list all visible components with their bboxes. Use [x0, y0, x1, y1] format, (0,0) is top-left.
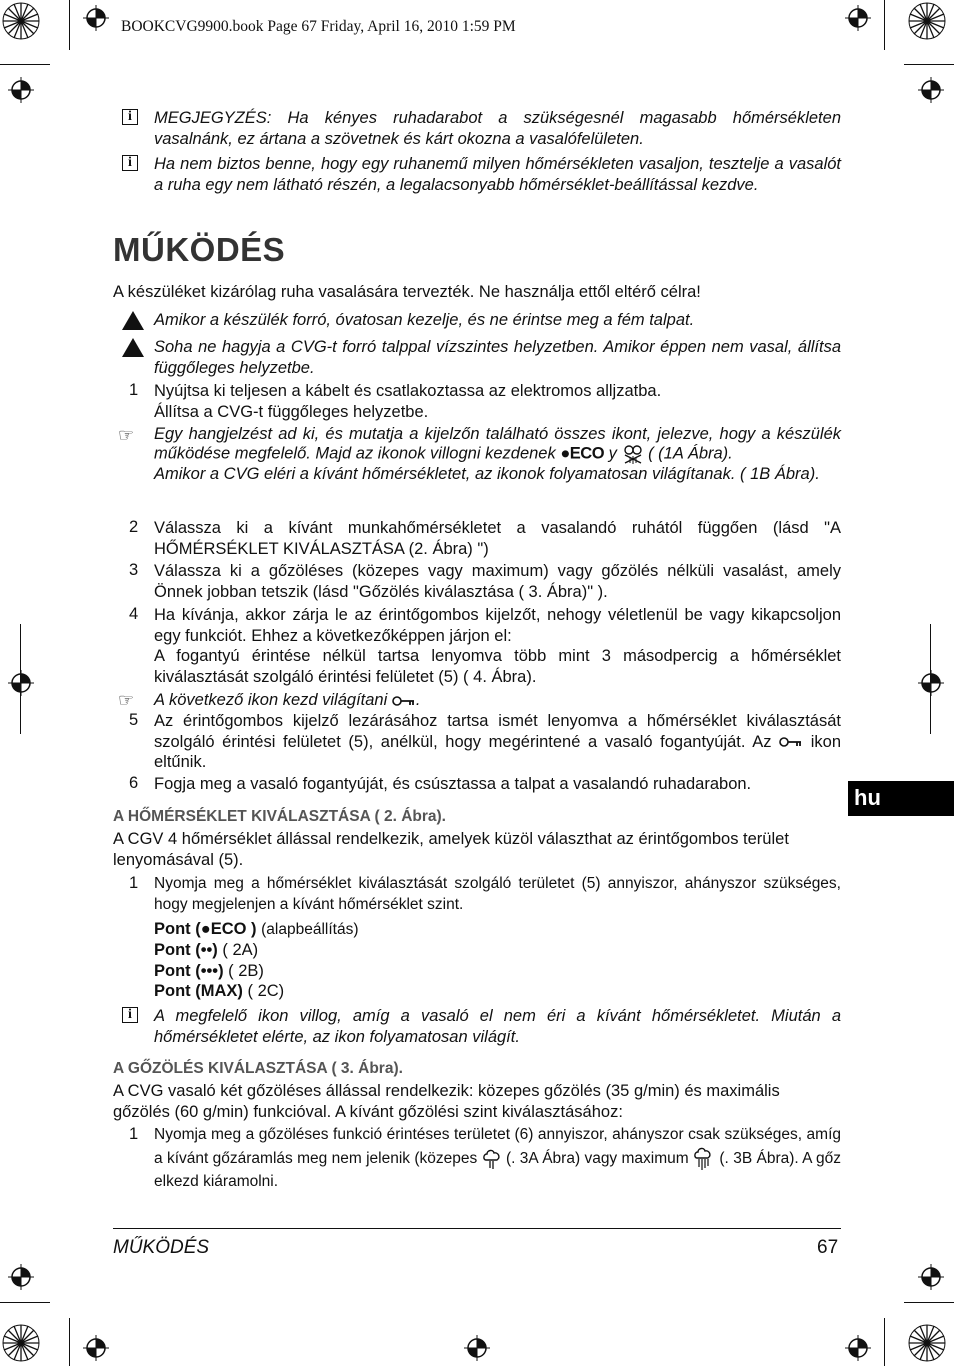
note-block: [113, 154, 841, 195]
hand-note-text: Egy hangjelzést ad ki, és mutatja a kijelzőn található összes ikont, jelezve, hogy a készülék működése megfelelő. Majd az ikonok villogni kezdenek ●ECO y ( (1A Ábra).: [154, 425, 841, 465]
eco-icon: ●ECO: [560, 444, 605, 463]
step-number: 1: [129, 381, 139, 399]
warning-block: [113, 337, 841, 378]
starburst-mark-top-right: [908, 2, 946, 40]
note-text: MEGJEGYZÉS: Ha kényes ruhadarabot a szükségesnél magasabb hőmérsékleten vasalnánk, ez ártana a szövetnek és kárt okozna a vasalófelületen.: [154, 109, 841, 148]
step-number: 3: [129, 561, 139, 579]
temp-level-item: Pont (MAX) ( 2C): [154, 982, 285, 1000]
registration-mark: [918, 670, 944, 696]
trim-line: [930, 624, 931, 734]
note-block: [113, 1006, 841, 1047]
trim-line: [0, 1302, 50, 1303]
step-number: 2: [129, 518, 139, 536]
warning-icon: [122, 338, 144, 357]
key-icon: [779, 736, 803, 748]
step-text: Fogja meg a vasaló fogantyúját, és csúsztassa a talpat a vasalandó ruhadarabon.: [154, 775, 752, 793]
step-item: [113, 518, 841, 559]
info-icon: i: [122, 109, 138, 125]
hand-note-text: Amikor a CVG eléri a kívánt hőmérsékletet, az ikonok folyamatosan világítanak. ( 1B Ábra).: [154, 465, 820, 483]
step-text: Válassza ki a kívánt munkahőmérsékletet a vasalandó ruhától függően (lásd "A HŐMÉRSÉKLET KIVÁLASZTÁSA (2. Ábra) "): [154, 519, 841, 558]
step-number: 6: [129, 774, 139, 792]
registration-mark: [8, 1264, 34, 1290]
trim-line: [20, 624, 21, 734]
trim-line: [904, 64, 954, 65]
language-tab: hu: [848, 781, 954, 816]
steam-medium-icon: [482, 1148, 502, 1170]
trim-line: [69, 1318, 70, 1366]
starburst-mark-bottom-left: [2, 1324, 40, 1362]
starburst-mark-bottom-right: [908, 1324, 946, 1362]
trim-line: [884, 0, 885, 50]
anti-calc-icon: [622, 443, 644, 465]
footer-rule: [113, 1228, 841, 1229]
registration-mark: [845, 5, 871, 31]
step-item: [113, 605, 841, 687]
step-text: A fogantyú érintése nélkül tartsa lenyomva több mint 3 másodpercig a hőmérséklet kiválasztását szolgáló érintési felületet (5) ( 4. Ábra).: [154, 647, 841, 686]
temp-level-item: Pont (••) ( 2A): [154, 941, 259, 959]
registration-mark: [918, 77, 944, 103]
info-icon: i: [122, 155, 138, 171]
hand-note-text: A következő ikon kezd világítani .: [154, 691, 421, 709]
registration-mark: [83, 1335, 109, 1361]
step-item: [113, 1125, 841, 1192]
step-number: 1: [129, 874, 139, 892]
key-icon: [392, 695, 416, 707]
warning-text: Soha ne hagyja a CVG-t forró talppal vízszintes helyzetben. Amikor éppen nem vasal, állítsa függőleges helyzetbe.: [154, 338, 841, 377]
trim-line: [904, 1302, 954, 1303]
trim-line: [69, 0, 70, 50]
note-block: [113, 108, 841, 149]
step-text: Nyomja meg a hőmérséklet kiválasztását szolgáló területet (5) annyiszor, ahányszor szükséges, hogy megjelenjen a kívánt hőmérséklet szint.: [154, 875, 841, 913]
registration-mark: [83, 5, 109, 31]
note-text: Ha nem biztos benne, hogy egy ruhanemű milyen hőmérsékleten vasaljon, tesztelje a vasalót a ruha egy nem látható részén, a legalacsonyabb hőmérséklet-beállítással kezdve.: [154, 155, 841, 194]
registration-mark: [845, 1335, 871, 1361]
step-item: [113, 561, 841, 602]
section-heading: A GŐZÖLÉS KIVÁLASZTÁSA ( 3. Ábra).: [113, 1060, 403, 1077]
registration-mark: [8, 670, 34, 696]
book-header: BOOKCVG9900.book Page 67 Friday, April 16, 2010 1:59 PM: [121, 18, 516, 35]
intro-text: A készüléket kizárólag ruha vasalására tervezték. Ne használja ettől eltérő célra!: [113, 283, 701, 301]
section-paragraph: A CVG vasaló két gőzöléses állással rendelkezik: közepes gőzölés (35 g/min) és maximális gőzölés (60 g/min) funkcióval. A kívánt gőzölési szint kiválasztásához:: [113, 1082, 780, 1121]
step-text: Nyújtsa ki teljesen a kábelt és csatlakoztassa az elektromos alljzatba.: [154, 382, 662, 400]
warning-icon: [122, 311, 144, 330]
warning-text: Amikor a készülék forró, óvatosan kezelje, és ne érintse meg a fém talpat.: [154, 311, 695, 329]
step-text: Nyomja meg a gőzöléses funkció érintéses területet (6) annyiszor, ahányszor csak szükséges, amíg a kívánt gőzáramlás meg nem jelenik (közepes (. 3A Ábra) vagy maximum (. 3B Ábra). A gőz elkezd kiáramolni.: [154, 1126, 841, 1190]
note-text: A megfelelő ikon villog, amíg a vasaló el nem éri a kívánt hőmérsékletet. Miután a hőmérsékletet elérte, az ikon folyamatosan világít.: [154, 1007, 841, 1046]
info-icon: i: [122, 1007, 138, 1023]
pointing-hand-icon: ☞: [118, 690, 135, 710]
trim-line: [0, 64, 50, 65]
step-item: [113, 711, 841, 773]
page-title: MŰKÖDÉS: [113, 231, 286, 268]
step-number: 1: [129, 1125, 139, 1143]
steam-max-icon: [693, 1146, 715, 1172]
step-item: [113, 381, 841, 422]
step-text: Ha kívánja, akkor zárja le az érintőgombos kijelzőt, nehogy véletlenül be vagy kikapcsoljon egy funkciót. Ehhez a következőképpen járjon el:: [154, 606, 841, 645]
page-number: 67: [817, 1237, 839, 1258]
step-text: Válassza ki a gőzöléses (közepes vagy maximum) vagy gőzölés nélküli vasalást, amely Önnek jobban tetszik (lásd "Gőzölés kiválasztása ( 3. Ábra)" ).: [154, 562, 841, 601]
temp-level-item: Pont (•••) ( 2B): [154, 962, 264, 980]
step-text: Állítsa a CVG-t függőleges helyzetbe.: [154, 402, 429, 421]
step-number: 4: [129, 605, 139, 623]
hand-note-block: [113, 690, 841, 711]
trim-line: [884, 1318, 885, 1366]
step-text: Az érintőgombos kijelző lezárásához tartsa ismét lenyomva a hőmérséklet kiválasztását szolgáló érintési felületet (5), anélkül, hogy megérintené a vasaló fogantyúját. Az ikon eltűnik.: [154, 712, 842, 771]
hand-note-block: [113, 425, 841, 483]
registration-mark: [8, 77, 34, 103]
registration-mark: [918, 1264, 944, 1290]
section-paragraph: A CGV 4 hőmérséklet állással rendelkezik, amelyek küzöl választhat az érintőgombos terület lenyomásával (5).: [113, 830, 789, 869]
step-number: 5: [129, 711, 139, 729]
step-item: [113, 874, 841, 915]
section-heading: A HŐMÉRSÉKLET KIVÁLASZTÁSA ( 2. Ábra).: [113, 808, 446, 825]
starburst-mark-top-left: [2, 2, 40, 40]
footer-section-title: MŰKÖDÉS: [113, 1237, 210, 1258]
temp-level-item: Pont (●ECO ) (alapbeállítás): [154, 920, 359, 938]
warning-block: [113, 310, 841, 331]
registration-mark: [464, 1335, 490, 1361]
step-item: [113, 774, 841, 795]
pointing-hand-icon: ☞: [118, 425, 135, 445]
